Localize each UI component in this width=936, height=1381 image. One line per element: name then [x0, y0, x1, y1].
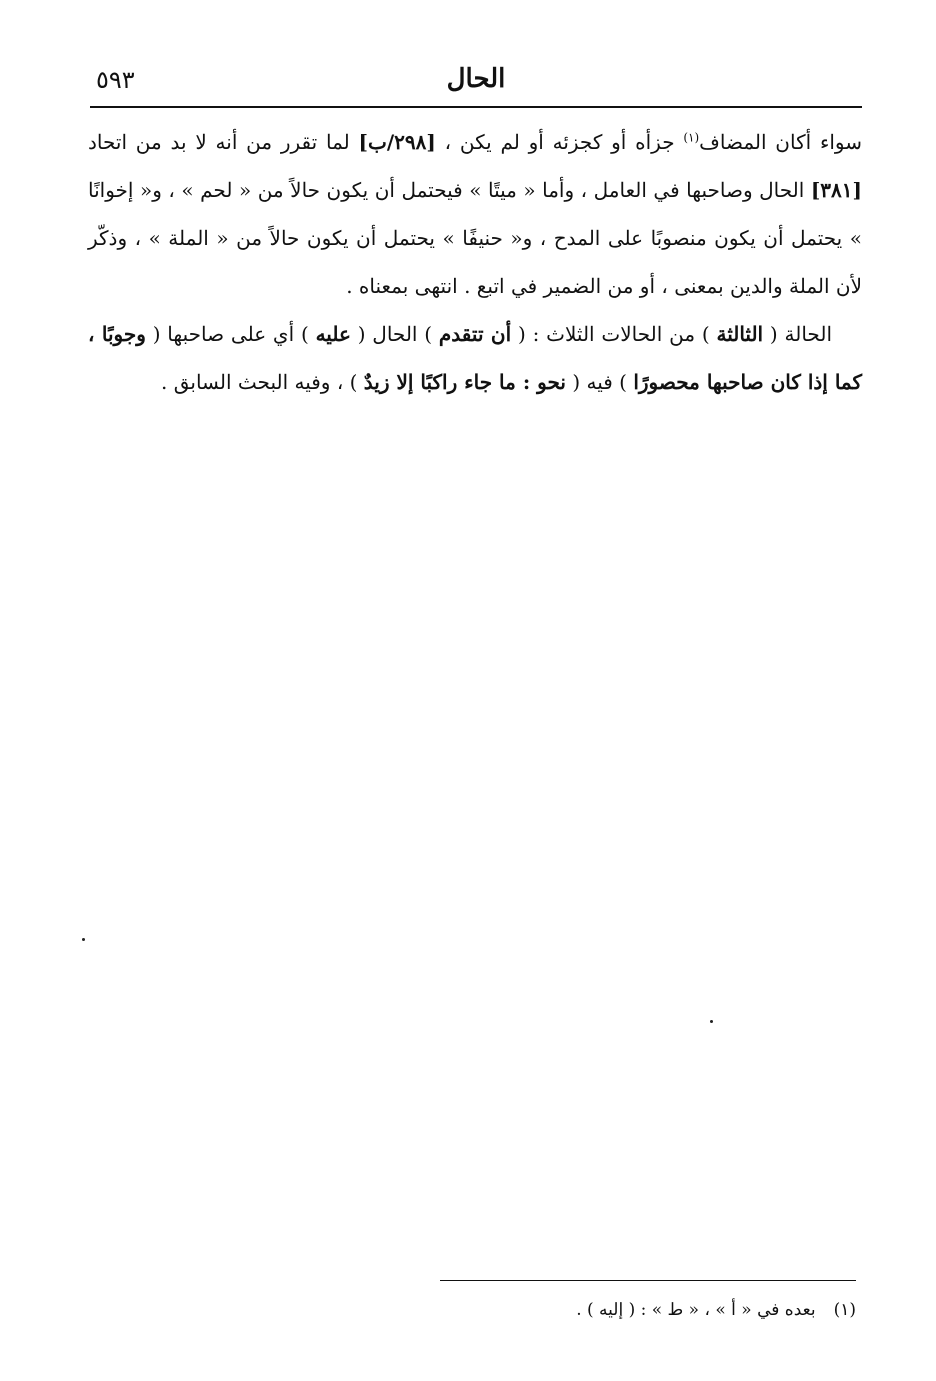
main-text [88, 118, 862, 406]
text-span: ) أي على صاحبها ( [145, 322, 316, 346]
paragraph-2 [88, 310, 862, 406]
text-span: سواء أكان المضاف [699, 130, 862, 154]
paragraph-1 [88, 118, 862, 310]
page-number: ٥٩٣ [96, 66, 135, 94]
text-span: الحالة ( [763, 322, 832, 346]
running-title: الحال [446, 64, 506, 94]
text-span: ) فيه ( [565, 370, 634, 394]
scan-speck [710, 1020, 713, 1023]
matn-text: عليه [315, 322, 351, 346]
text-span: ) ، وفيه البحث السابق . [160, 370, 364, 394]
scan-speck [82, 938, 85, 941]
footnote-reference: (١) [683, 130, 700, 145]
manuscript-folio-marker: [٣٨١] [810, 178, 862, 202]
text-span: لما تقرر من أنه لا بد من اتحاد [88, 130, 359, 154]
matn-text: أن تتقدم [438, 322, 512, 346]
footnote-number: (١) [833, 1300, 856, 1320]
matn-text: وجوبًا ، كما إذا كان صاحبها محصورًا [88, 322, 862, 394]
text-span: ) من الحالات الثلاث : ( [511, 322, 717, 346]
page-header [90, 62, 862, 108]
text-span: ) الحال ( [350, 322, 439, 346]
footnote-separator [440, 1280, 856, 1281]
matn-text: نحو : ما جاء راكبًا إلا زيدٌ [363, 370, 566, 394]
footnote-text: بعده في « أ » ، « ط » : ( إليه ) . [576, 1300, 816, 1320]
text-span: الحال وصاحبها في العامل ، وأما « ميتًا » فيحتمل أن يكون حالاً من « لحم » ، و« إخوانًا » يحتمل أن يكون منصوبًا على المدح ، و« حنيفًا » يحتمل أن يكون حالاً من « الملة » ، وذكّر لأن الملة والدين بمعنى ، أو من الضمير في اتبع . انتهى بمعناه . [88, 178, 862, 298]
manuscript-folio-marker: [٢٩٨/ب] [358, 130, 436, 154]
footnote [440, 1296, 856, 1324]
text-span: جزأه أو كجزئه أو لم يكن ، [435, 130, 684, 154]
matn-text: الثالثة [716, 322, 764, 346]
